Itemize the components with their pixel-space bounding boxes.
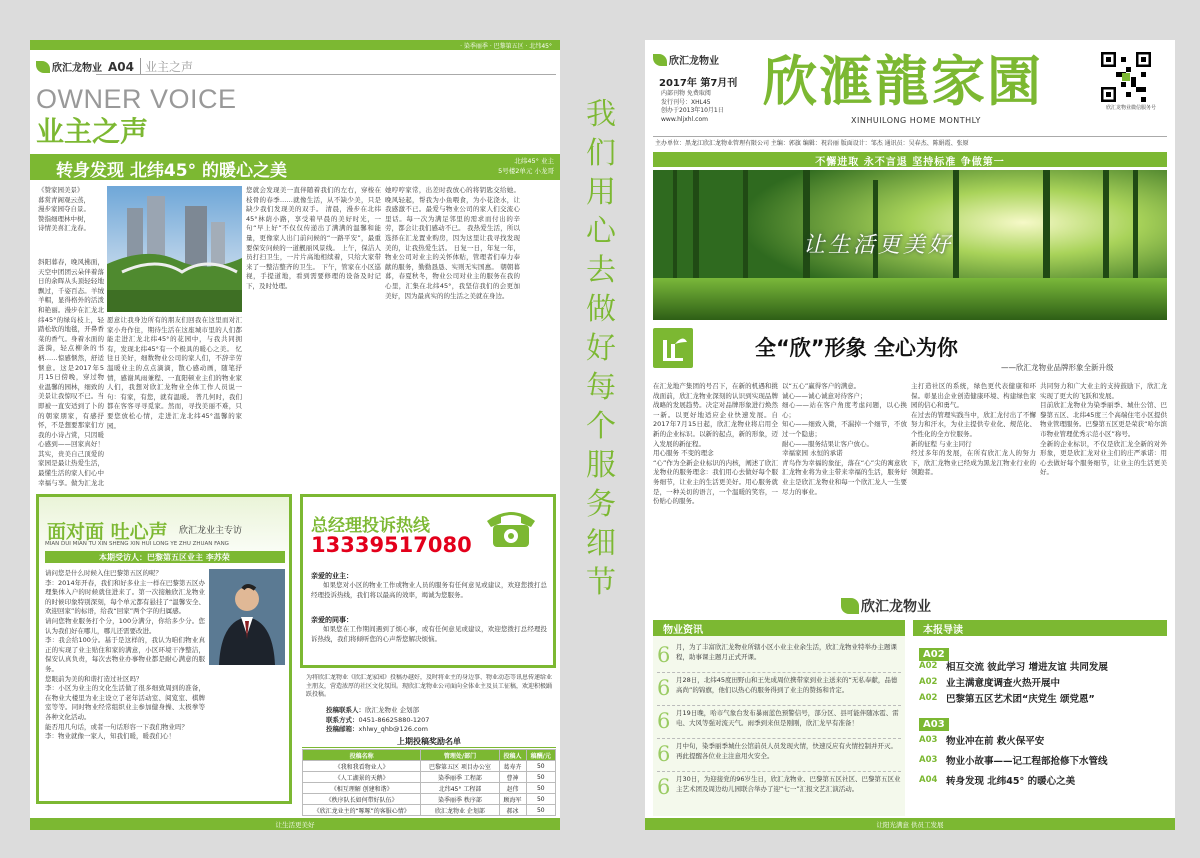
hero-forest-image [653,170,1167,320]
slogan-char: 务 [586,487,616,522]
award-cell: 50 [526,761,555,772]
owner-voice-cn: 业主之声 [36,115,149,148]
motto-bar [653,152,1167,167]
news-num: 6 [657,775,671,799]
meta-1: 内部刊物 免费取阅 [661,90,711,97]
logo-text: 欣汇龙物业 [669,56,719,67]
guide-item[interactable] [919,770,1167,790]
face-subject-bar [45,551,285,563]
news-text: 月30日，为迎接党的96岁生日，欣汇龙物业、巴黎第五区社区、巴黎第五区业主艺术团及周边幼儿园联合举办了迎“七一”汇报文艺汇演活动。 [676,775,901,793]
meta-2: 发行刊号：XHL45 [661,98,711,106]
phone-icon [481,503,541,551]
award-cell: 染季丽季 秩序部 [421,794,499,805]
award-cell: 赵伟 [499,783,526,794]
byline-1: 北纬45° 业主 [514,157,554,165]
interview-text: 请问您是什么时候入住巴黎第五区的呢？ 李：2014年开春，我们和好多业主一样在巴黎第五区办理集体入户的时候就住进来了。第一次接触欣汇龙物业的时候印象特别深刻，每个单元都有悬挂了“温馨安全、欢迎回家”的标语，给我“回家”两个字的归属感。 请问您物业服务打个分，100分满分，你给多少分。您认为我们好在哪儿，哪儿还需要改进。 李：我会给100分。基于是这样的，我认为咱们物业真正的实现了业主贴住和家的满意，小区环境干净整洁，保安认真负责，每次去物业办事物业都是耐心满意的服务。 您眼前为美的和谐打造过社区吗？ 李：小区为业主的文化生活做了很多细致周到的准备，在物业大楼里为业主设立了老年活动室、阅览室、棋牌室等等。同时物业经常组织业主参加健身操、太极拳等各种文化活动。 能否用几句话，或者一句话形容一下我们物业吗？ 李：物业就像一家人，知我们暖，暖我们心！ [45,569,205,741]
award-cell: 50 [526,783,555,794]
award-cell: 欣汇龙物业 企划部 [421,805,499,816]
credits: 主办单位：黑龙江欣汇龙物业管理有限公司 主编：郭旗 编辑：祝岩丽 版面设计：邹杰 通讯员：吴春杰、陈娟霞、张原 [655,140,969,147]
face-pinyin: MIAN DUI MIAN TU XIN SHENG XIN HUI LONG YE ZHU ZHUAN FANG [45,541,229,547]
award-cell: 《相互理解 创建和谐》 [303,783,421,794]
guide-text: 巴黎第五区艺术团“庆党生 颂党恩” [946,694,1095,705]
guide-text: 物业小故事——记工程部抢修下水管线 [946,756,1108,767]
contact-value: 欣汇龙物业 企划部 [365,706,420,714]
news-item[interactable] [657,739,901,772]
slogan-char: 用 [586,175,616,210]
hotline-text-1: 如果您对小区的物业工作或物业人员的服务有任何意见或建议，欢迎您拨打总经理投诉热线，我们将以最高的效率，竭诚为您服务。 [311,581,547,599]
brand-subtitle: ——欣汇龙物业品牌形象全新升级 [1001,363,1114,372]
brand-col-4: 共同努力和广大业主的支持鼓励下，欣汇龙实现了更大的飞跃和发展。 目前欣汇龙物业为染季丽季、城仕公馆、巴黎第五区、北纬45度三个高端住宅小区提供物业管理服务。巴黎第五区更是荣获“哈尔滨市物业管理优秀示范小区”称号。 全新的企业标识，不仅是欣汇龙全新的对外形象，更是欣汇龙对业主们的庄严承诺：用心去做好每个服务细节，让业主的生活更美好。 [1040,382,1167,477]
brand-logo [36,59,102,74]
news-num: 6 [657,643,671,667]
guide-code: A04 [919,775,938,785]
guide-text: 相互交流 彼此学习 增进友谊 共同发展 [946,662,1108,673]
slogan-char: 们 [586,136,616,171]
slogan-char: 心 [586,214,616,249]
masthead-en: XINHUILONG HOME MONTHLY [851,116,981,125]
news-text: 月中旬，染季丽季城仕公馆前员人员发现火情，快速反应有火情控制并开灭。再此提醒各位业主注意用火安全。 [676,742,897,760]
slogan-char: 个 [586,409,616,444]
news-item[interactable] [657,640,901,673]
brand-logo-mid [841,596,931,616]
headline-bar [30,154,560,180]
slogan-char: 好 [586,331,616,366]
face-title: 面对面 吐心声 [47,521,168,543]
article-col-2: 愿意让我身边所有的朋友们回我在这里而对汇家小舟作住，期待生活在这座城市里的人们都能走进汇龙北纬45°的花园中，与我共同拥有，发现北纬45°有一个极具的暖心之美。 忆往日美好，细数物业公司的家人们，不辞辛劳温暖业主的点点滴滴，散心感动画，随笔抒情，感谢风雨兼程、一直阳顿业主们的物业家人们，我想对欣汇龙物业全体工作人员说一句：有家，有您，就有温暖。 普几何时，我们都在客客寻寻觅家。然而，寻找美丽不难，只要您放松心情，走进汇龙北纬45°温馨的家园。 [107,316,242,430]
award-header: 投稿名称 [303,750,421,761]
hero-text: 让生活更美好 [803,233,954,258]
section-badge: A03 [919,718,949,731]
brand-col-2: 以“五心”赢得客户的满意。 诚心——诚心诚意对待客户； 细心——站在客户角度考虑问题，以心换心； 知心——细致入微，不漏掉一个细节，不放过一个隐患； 耐心——服务结果让客户放心。 幸福家园 永恒的承诺 青鸟作为幸福的象征，落在“心”尖的寓意欣汇龙物业将为业主带来幸福的生活，服务好业主是欣汇龙物业和每一个欣汇龙人一生要尽力的事业。 [782,382,907,496]
news-num: 6 [657,709,671,733]
right-page [645,40,1175,830]
meta-4[interactable]: www.hljxhl.com [661,115,708,123]
award-cell: 50 [526,805,555,816]
award-table-wrap [302,736,556,816]
top-strip [30,40,560,50]
award-cell: 巴黎第五区 项目办公室 [421,761,499,772]
guide-text: 业主满意度调查火热开展中 [946,678,1061,689]
guide-panel [913,620,1167,816]
guide-code: A02 [919,677,938,687]
award-cell: 北纬45° 工程部 [421,783,499,794]
meta-3: 创办于2013年10月1日 [661,107,724,114]
submission-contact-block [326,706,429,735]
page-section: 业主之声 [140,58,193,75]
hotline-box [300,494,556,668]
guide-code: A03 [919,735,938,745]
header-rule [96,74,556,75]
award-table [302,749,556,816]
award-cell: 《人工湖景的天鹅》 [303,772,421,783]
brand-title: 全“欣”形象 全心为你 [755,336,958,360]
mail-value[interactable]: xhlwy_qhb@126.com [358,725,428,733]
brand-logo [841,596,931,616]
slogan-char: 做 [586,292,616,327]
logo-text: 欣汇龙物业 [52,63,102,74]
top-strip-text: · 染季丽季 · 巴黎第五区 · 北纬45° [460,43,552,50]
guide-item[interactable] [919,730,1167,750]
guide-text: 转身发现 北纬45° 的暖心之美 [946,776,1076,787]
byline-2: 5号楼2单元 小龙哥 [498,167,554,175]
award-cell: 50 [526,794,555,805]
award-cell: 《秩序队长如何带好队伍》 [303,794,421,805]
motto: 不懈进取 永不言退 坚持标准 争做第一 [815,157,1005,168]
slogan-char: 细 [586,526,616,561]
guide-title: 本报导读 [923,625,963,636]
slogan-char: 去 [586,253,616,288]
dear-owner: 亲爱的业主： [311,572,353,580]
masthead-title: 欣滙龍家園 [763,49,1043,113]
award-cell: 曹神 [499,772,526,783]
guide-code: A03 [919,755,938,765]
award-cell: 郝冰 [499,805,526,816]
brand-emblem-icon [653,328,693,368]
byline [498,156,554,176]
news-title-bar [653,620,905,636]
table-row [303,772,556,783]
page-code: A04 [108,59,134,74]
brand-col-1: 在汇龙地产集团的号召下，在新的机遇和挑战面前，欣汇龙物业深刻的认识到实现品牌战略的发展趋势。决定对品牌形象进行焕然一新。以更好地适应企业快速发展。自2017年7月15日起，欣汇龙物业将启用全新的企业标识。以新的起点，新的形象，迈入发展的新征程。 用心服务 不变的理念 “心”作为全新企业标识的内核，阐述了欣汇龙物业的服务理念：我们用心去做好每个服务细节，让业主的生活更美好。用心服务就是，一种关切的语言，一个温暖的笑容，一份贴心的服务。 [653,382,778,506]
slogan-char: 我 [586,97,616,132]
hotline-text-2: 如果您在工作期间遇到了烦心事，或有任何意见或建议，欢迎您拨打总经理投诉热线，我们将倾听您的心声帮您解决烦恼。 [311,625,547,643]
qr-code[interactable] [1101,52,1151,102]
contact-label: 投稿联系人： [326,706,365,714]
award-cell: 顾海军 [499,794,526,805]
interview-box [36,494,292,804]
news-item[interactable] [657,673,901,706]
footer-right-text: 让阳光满意 供员工发展 [876,821,944,829]
submission-text: 为将欣汇龙物业《欣汇龙家园》投稿办越好，及时将业主的身边事、物业动态等讯息传递给业主朋友，营造浓厚的社区文化氛围。现欣汇龙物业公司面向全体业主及员工征稿，欢迎积极踊跃投稿。 [306,674,552,698]
leaf-icon [36,61,50,73]
news-text: 月，为了丰富欣汇龙物业所辖小区小业主业余生活，欣汇龙物业特举办主题课程，助事课主题月正式开课。 [676,643,897,661]
article-col-1: 斜阳暮春，晚风拂面，天空中团团云朵伴着落日的余晖从头顶轻轻地飘过，千姿百态。羊绒羊帽，显得格外的活泼和艳丽。漫步在汇龙北纬45°的绿岛枝上，轻踏松软的地毯，开鼻香菜的香气。身着水面的涟漪，轻点柳条的书柄……惊感惬然，舒适惬意。这是2017年5月15日傍晚，穿过物业温馨的园林，细致的美景让我惊叹不已。当即被一直安适到了卜的的朝家朋家，有感抒怀，不是想要那家们方我的小诗占赏，只因暖心感到——回家真好！ 其实，贵美自己顶爱的家园是最让热爱生活，最懂生活的家人们心中幸福与享。做为汇龙北 [38,258,104,487]
issue-meta [661,90,724,124]
right-footer [645,818,1175,830]
guide-text: 物业冲在前 救火保平安 [946,736,1045,747]
award-header: 稿酬/元 [526,750,555,761]
table-row [303,805,556,816]
article-col-4: 她哼哼家常，出差时我放心的将钥匙交给她。晚风轻起，帮我为小鱼喂食，为小花浇水，让我感激不已。最爱与物业公司的家人们交流心里话。每一次为满足邻里的需求而付出的辛劳，都会让我们感动不已。 我热爱生活，所以选择在汇龙置业购房，因为这里让我寻找发现美的，让我热爱生活。 日复一日，年复一年，物业公司对业主的关怀体贴，管理者们奉力奉献的服务，勤勤恳恳、实则无实国惠。 朝朝暮暮，春夏秋冬，物业公司对业主的服务在我的心里，汇集在北纬45°，我坚信我们的会更加美好，因为最真实的的生活之美就在身边。 [385,186,520,300]
brand-col-3: 主打造社区的系统，绿色更代表健康和环保。彰显出企业创造健康环境、构建绿色家园的信心和勇气。 在过去的管理实践当中，欣汇龙付出了不懈努力和汗水，为业主提供专业化、规范化、个性化的全方位服务。 新的征程 与业主同行 经过多年的发展，在所有欣汇龙人的努力下，欣汇龙物业已经成为黑龙江物业行业的领跑者。 [911,382,1036,477]
phone-label: 联系方式： [326,715,359,724]
vertical-slogan [581,95,621,602]
guide-section-a03 [919,712,949,731]
hotline-number[interactable]: 13339517080 [311,533,472,557]
leaf-icon [653,54,667,66]
award-cell: 染季丽季 工程部 [421,772,499,783]
right-logo [653,52,719,67]
brand-logo [653,52,719,67]
award-cell: 葛寿卉 [499,761,526,772]
issue-line [659,74,737,89]
table-row [303,783,556,794]
guide-title-bar [913,620,1167,636]
building-photo [107,186,242,312]
news-text: 月28日，北纬45度田野山和王先成周位携带家到业主送来的“无私奉献，品德高尚”的锦旗，他们以热心的服务得到了业主的赞扬和肯定。 [676,676,898,694]
slogan-char: 服 [586,448,616,483]
logo-text: 欣汇龙物业 [861,599,931,615]
guide-item[interactable] [919,750,1167,770]
qr-caption: 欣汇龙物业微信服务号 [1105,105,1156,111]
table-row [303,794,556,805]
issue-text: 2017年 第7月刊 [659,78,738,89]
dear-staff: 亲爱的同事： [311,616,353,624]
article-col-3: 您就会发现美一直伴随着我们的左右，穿梭在枝骨的春季……就像生活，从不缺少美，只是缺少我们发现美的双手。 清晨，漫步在北纬45°林荫小路，享受着早晨的美好时光，一句“早上好”不仅仅传递出了满满的温馨和能量，更像家人出门前问候的“一路平安”，最重要保安问候的一道靓丽风景线。 上午，保洁人员打扫卫生，一片片高地相续着，只给大家带来了一整洁整齐的卫生。 下午，管家在小区巡视，手提道地，看到需要修理的设备及时记下，及时处理。 [246,186,381,290]
mail-label: 投稿邮箱： [326,725,359,733]
poem: 《赞家园美景》 暮赏青阁观云蒸， 漫步家园夺自景。 赞指细理林中树， 诗情美喜汇龙春。 [38,186,90,233]
slogan-char: 节 [586,565,616,600]
award-cell: 《欣汇龙业主的“啄啄”的客服心情》 [303,805,421,816]
guide-item[interactable] [919,658,1167,674]
owner-voice-en: OWNER VOICE [36,84,237,114]
news-item[interactable] [657,706,901,739]
table-row [303,761,556,772]
interviewee-photo [209,569,285,665]
left-footer [30,818,560,830]
news-title: 物业资讯 [663,625,703,636]
section-badge: A02 [919,648,949,661]
face-subject: 本期受访人：巴黎第五区业主 李苏荣 [99,553,230,562]
credits-rule [653,136,1167,137]
phone-value: 0451-86625880-1207 [358,715,430,724]
guide-item[interactable] [919,690,1167,706]
guide-item[interactable] [919,674,1167,690]
award-header: 管理处/部门 [421,750,499,761]
headline: 转身发现 北纬45° 的暖心之美 [56,161,287,181]
guide-list-2 [919,730,1167,790]
news-list [657,640,901,805]
award-title: 上期投稿奖励名单 [302,736,556,748]
news-num: 6 [657,742,671,766]
guide-code: A02 [919,661,938,671]
face-subtitle: 欣汇龙业主专访 [179,526,243,536]
news-panel [653,620,905,816]
hotline-title: 总经理投诉热线 [311,516,430,536]
guide-list-1 [919,658,1167,706]
left-page [30,40,560,830]
award-cell: 《我和我看物业人》 [303,761,421,772]
guide-code: A02 [919,693,938,703]
footer-left-text: 让生活更美好 [275,821,315,829]
left-header [36,58,193,75]
news-item[interactable] [657,772,901,805]
news-num: 6 [657,676,671,700]
award-header: 投稿人 [499,750,526,761]
award-cell: 50 [526,772,555,783]
news-text: 月19日晚，哈市气象台发布暴雨蓝色预警信号，部分区、县可能伴随冰雹、雷电、大风等强对流天气。雨季到来但是刚刚，欣汇龙早有准备！ [676,709,899,727]
slogan-char: 每 [586,370,616,405]
leaf-icon [841,598,859,614]
